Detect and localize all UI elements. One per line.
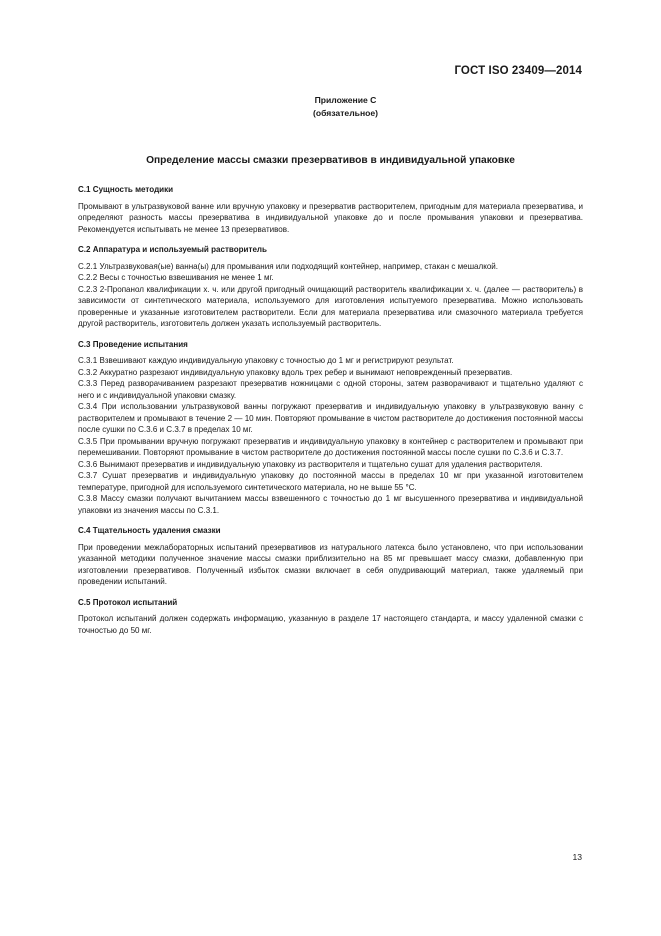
annex-status: (обязательное) <box>312 108 379 118</box>
section-c4 <box>78 525 583 588</box>
paragraph: С.2.2 Весы с точностью взвешивания не менее 1 мг. <box>78 273 274 282</box>
section-heading: С.2 Аппаратура и используемый растворитель <box>78 245 267 254</box>
section-heading: С.5 Протокол испытаний <box>78 597 178 607</box>
section-c2 <box>78 244 583 330</box>
paragraph: С.2.3 2-Пропанол квалификации х. ч. или другой пригодный очищающий растворитель квалификации х. ч. (далее — растворитель) в зависимости от синтетического материала, используемого для изготовления испытуемого презерватива. Можно использовать проверенные и указанные изготовителем растворители. Если для материала презерватива или смазочного материала требуется другой растворитель, изготовитель должен указать используемый растворитель. <box>78 284 583 328</box>
paragraph: С.3.8 Массу смазки получают вычитанием массы взвешенного с точностью до 1 мг высушенного презерватива и индивидуальной упаковки из значения массы по С.3.1. <box>78 494 583 515</box>
paragraph: Промывают в ультразвуковой ванне или вручную упаковку и презерватив растворителем, пригодным для материала презерватива, и определяют разность массы презерватива в индивидуальной упаковке до и после промывания упаковки и презерватива. Рекомендуется испытывать не менее 13 презервативов. <box>78 201 583 234</box>
section-c1 <box>78 184 583 235</box>
paragraph: При проведении межлабораторных испытаний презервативов из натурального латекса было установлено, что при использовании указанной методики полученное значение массы смазки приблизительно на 85 мг превышает массу смазки, добавленную при изготовлении презервативов. Полученный избыток смазки включает в себя опудривающий материал, также удаляемый при проведении испытаний. <box>78 542 583 586</box>
annex-title: Приложение С <box>314 95 377 105</box>
paragraph: С.3.4 При использовании ультразвуковой ванны погружают презерватив и индивидуальную упаковку в ультразвуковую ванну с растворителем и промывают в течение 2 — 10 мин. Повторяют промывание в чистом растворителе до достижения постоянной массы после сушки по С.3.6 и С.3.7 в пределах 10 мг. <box>78 402 583 434</box>
section-heading: С.3 Проведение испытания <box>78 339 188 349</box>
paragraph: С.3.1 Взвешивают каждую индивидуальную упаковку с точностью до 1 мг и регистрируют результат. <box>78 356 454 365</box>
document-title: Определение массы смазки презервативов в индивидуальной упаковке <box>146 155 515 166</box>
paragraph: С.3.7 Сушат презерватив и индивидуальную упаковку до постоянной массы в пределах 10 мг при указанной изготовителем температуре, пригодной для используемого синтетического материала, но не выше 55 °С. <box>78 471 583 492</box>
annex-header <box>0 94 661 120</box>
paragraph: С.3.6 Вынимают презерватив и индивидуальную упаковку из растворителя и тщательно сушат для удаления растворителя. <box>78 459 543 469</box>
document-body <box>78 184 583 645</box>
section-heading: С.1 Сущность методики <box>78 185 174 194</box>
section-heading: С.4 Тщательность удаления смазки <box>78 526 221 535</box>
section-c3 <box>78 339 583 517</box>
paragraph: С.3.5 При промывании вручную погружают презерватив и индивидуальную упаковку в контейнер с растворителем и промывают при перемешивании. Повторяют промывание в чистом растворителе до достижения постоянной массы после сушки по С.3.6 и С.3.7. <box>78 436 583 457</box>
paragraph: Протокол испытаний должен содержать информацию, указанную в разделе 17 настоящего стандарта, и массу удаленной смазки с точностью до 50 мг. <box>78 614 583 635</box>
paragraph: С.2.1 Ультразвуковая(ые) ванна(ы) для промывания или подходящий контейнер, например, стакан с мешалкой. <box>78 261 499 271</box>
standard-designation: ГОСТ ISO 23409—2014 <box>454 65 582 77</box>
section-c5 <box>78 597 583 637</box>
page-number: 13 <box>572 852 582 862</box>
paragraph: С.3.3 Перед разворачиванием разрезают презерватив ножницами с одной стороны, затем разворачивают и тщательно удаляют с него и с индивидуальной упаковки смазку. <box>78 379 583 400</box>
paragraph: С.3.2 Аккуратно разрезают индивидуальную упаковку вдоль трех ребер и вынимают неповрежденный презерватив. <box>78 367 513 377</box>
